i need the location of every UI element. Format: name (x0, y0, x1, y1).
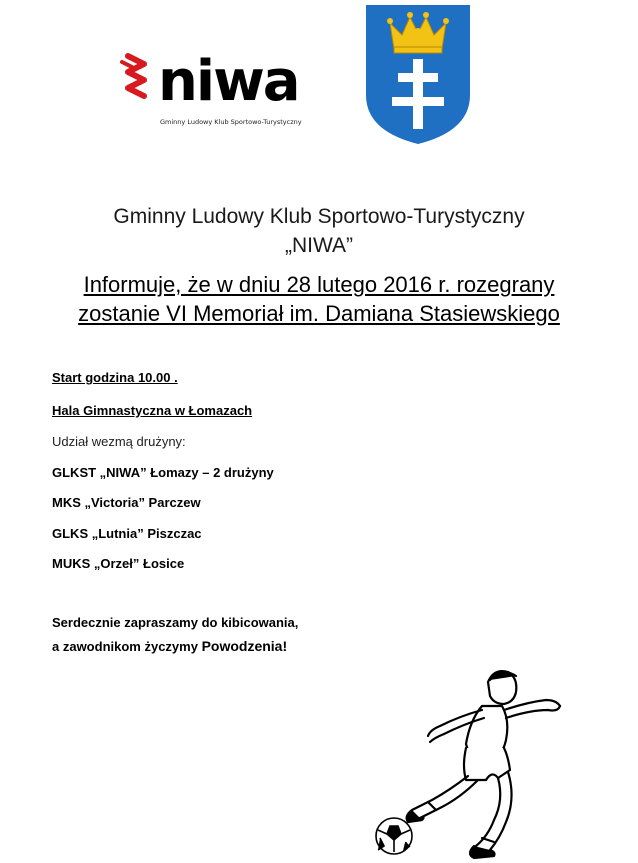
logo-subtitle: Gminny Ludowy Klub Sportowo-Turystyczny (160, 118, 302, 126)
invitation-wish: a zawodnikom życzymy (52, 639, 202, 654)
invitation-line-2 (52, 638, 287, 654)
logo-word: niwa (158, 49, 299, 114)
coat-of-arms-icon (364, 3, 472, 146)
invitation-line-1: Serdecznie zapraszamy do kibicowania, (52, 615, 299, 630)
organization-name: Gminny Ludowy Klub Sportowo-Turystyczny (113, 205, 525, 228)
team-item: GLKST „NIWA” Łomazy – 2 drużyny (52, 465, 274, 480)
invitation-good-luck: Powodzenia! (201, 638, 288, 654)
football-player-icon (370, 660, 570, 860)
team-item: MUKS „Orzeł” Łosice (52, 556, 185, 571)
logo-zigzag-icon (118, 40, 158, 120)
venue: Hala Gimnastyczna w Łomazach (52, 403, 253, 418)
team-item: MKS „Victoria” Parczew (52, 495, 201, 510)
headline-line-1: Informuje, że w dniu 28 lutego 2016 r. rozegrany (83, 272, 555, 297)
start-time: Start godzina 10.00 . (52, 370, 178, 385)
teams-label: Udział wezmą drużyny: (52, 434, 186, 449)
team-item: GLKS „Lutnia” Piszczac (52, 526, 202, 541)
niwa-logo (118, 40, 303, 135)
headline-line-2: zostanie VI Memoriał im. Damiana Stasiewskiego (78, 301, 560, 326)
organization-short-name: „NIWA” (284, 234, 354, 257)
